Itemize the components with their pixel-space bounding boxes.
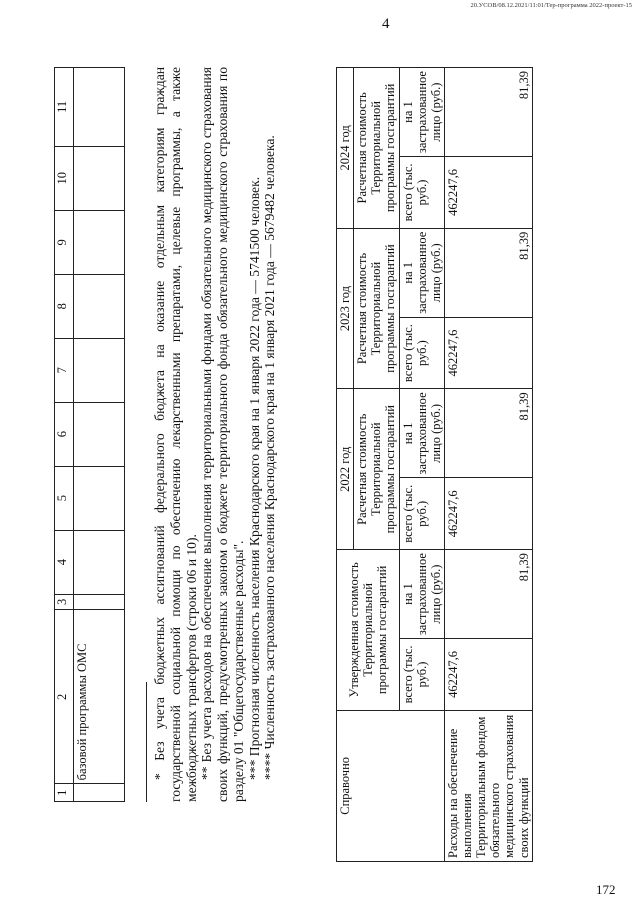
footnote: ** Без учета расходов на обеспечение выполнения территориальными фондами обязательного медицинского страхования своих функций, предусмотренных законом о бюджете территориального фонда обязательного медицинского страхования по разделу 01 "Общегосударственные расходы". [199, 67, 246, 802]
table-cell [74, 274, 125, 338]
reference-table [336, 67, 533, 862]
table-cell [74, 146, 125, 210]
table-cell [74, 466, 125, 530]
table-row [337, 68, 354, 862]
group-title: Расчетная стоимость Территориальной программы госгарантий [354, 228, 399, 389]
table-cell [74, 530, 125, 594]
table-cell [74, 402, 125, 466]
row-label: Расходы на обеспечение выполнения Территориальным фондом обязательного медицинского страхования своих функций [444, 710, 532, 861]
col-number: 4 [55, 530, 74, 594]
table-continuation [54, 67, 125, 802]
footnote: *** Прогнозная численность населения Краснодарского края на 1 января 2022 года — 5741500 человек. [246, 176, 262, 780]
table-cell [74, 68, 125, 147]
document-stamp: 20.УСОВ/08.12.2021/11:01/Тер-программа 2022-проект-15 [470, 2, 632, 9]
subheader-total: всего (тыс. руб.) [399, 157, 444, 229]
page-number-bottom: 172 [596, 882, 616, 897]
footnote: * Без учета бюджетных ассигнований федерального бюджета на оказание отдельным категориям граждан государственной социальной помощи по обеспечению лекарственными препаратами, целевые программы, а также межбюджетных трансфертов (строки 06 и 10). [152, 67, 199, 802]
table-cell [74, 210, 125, 274]
footnote: **** Численность застрахованного населения Краснодарского края на 1 января 2021 года — 5679482 человека. [262, 135, 278, 780]
col-number: 7 [55, 338, 74, 402]
year-header: 2024 год [337, 68, 354, 229]
rotated-content [50, 67, 610, 862]
table-cell [74, 594, 125, 610]
col-number: 9 [55, 210, 74, 274]
col-number: 5 [55, 466, 74, 530]
subheader-total: всего (тыс. руб.) [399, 478, 444, 550]
value-per-person: 81,39 [444, 389, 532, 478]
col-number: 11 [55, 68, 74, 147]
subheader-total: всего (тыс. руб.) [399, 639, 444, 711]
table-cell [74, 784, 125, 802]
value-per-person: 81,39 [444, 68, 532, 157]
subheader-total: всего (тыс. руб.) [399, 317, 444, 389]
table-row [55, 68, 74, 802]
col-number: 3 [55, 594, 74, 610]
value-per-person: 81,39 [444, 550, 532, 639]
subheader-per-person: на 1 застрахованное лицо (руб.) [399, 228, 444, 317]
value-per-person: 81,39 [444, 228, 532, 317]
col-number: 1 [55, 784, 74, 802]
col-number: 2 [55, 610, 74, 784]
col-number: 6 [55, 402, 74, 466]
group-title: Расчетная стоимость Территориальной программы госгарантий [354, 68, 399, 229]
group-title: Расчетная стоимость Территориальной программы госгарантий [354, 389, 399, 550]
table-row [74, 68, 125, 802]
table-row [444, 68, 532, 862]
year-header: 2023 год [337, 228, 354, 389]
value-total: 462247,6 [444, 639, 532, 711]
subheader-per-person: на 1 застрахованное лицо (руб.) [399, 389, 444, 478]
table-cell [74, 338, 125, 402]
reference-label: Справочно [337, 710, 445, 861]
footnote-rule [146, 682, 147, 802]
value-total: 462247,6 [444, 478, 532, 550]
subheader-per-person: на 1 застрахованное лицо (руб.) [399, 550, 444, 639]
col-number: 10 [55, 146, 74, 210]
footnotes [146, 67, 278, 802]
subheader-per-person: на 1 застрахованное лицо (руб.) [399, 68, 444, 157]
group-title: Утвержденная стоимость Территориальной программы госгарантий [337, 550, 400, 711]
value-total: 462247,6 [444, 157, 532, 229]
page-number-top: 4 [382, 16, 390, 32]
row-label: базовой программы ОМС [74, 610, 125, 784]
year-header: 2022 год [337, 389, 354, 550]
col-number: 8 [55, 274, 74, 338]
value-total: 462247,6 [444, 317, 532, 389]
